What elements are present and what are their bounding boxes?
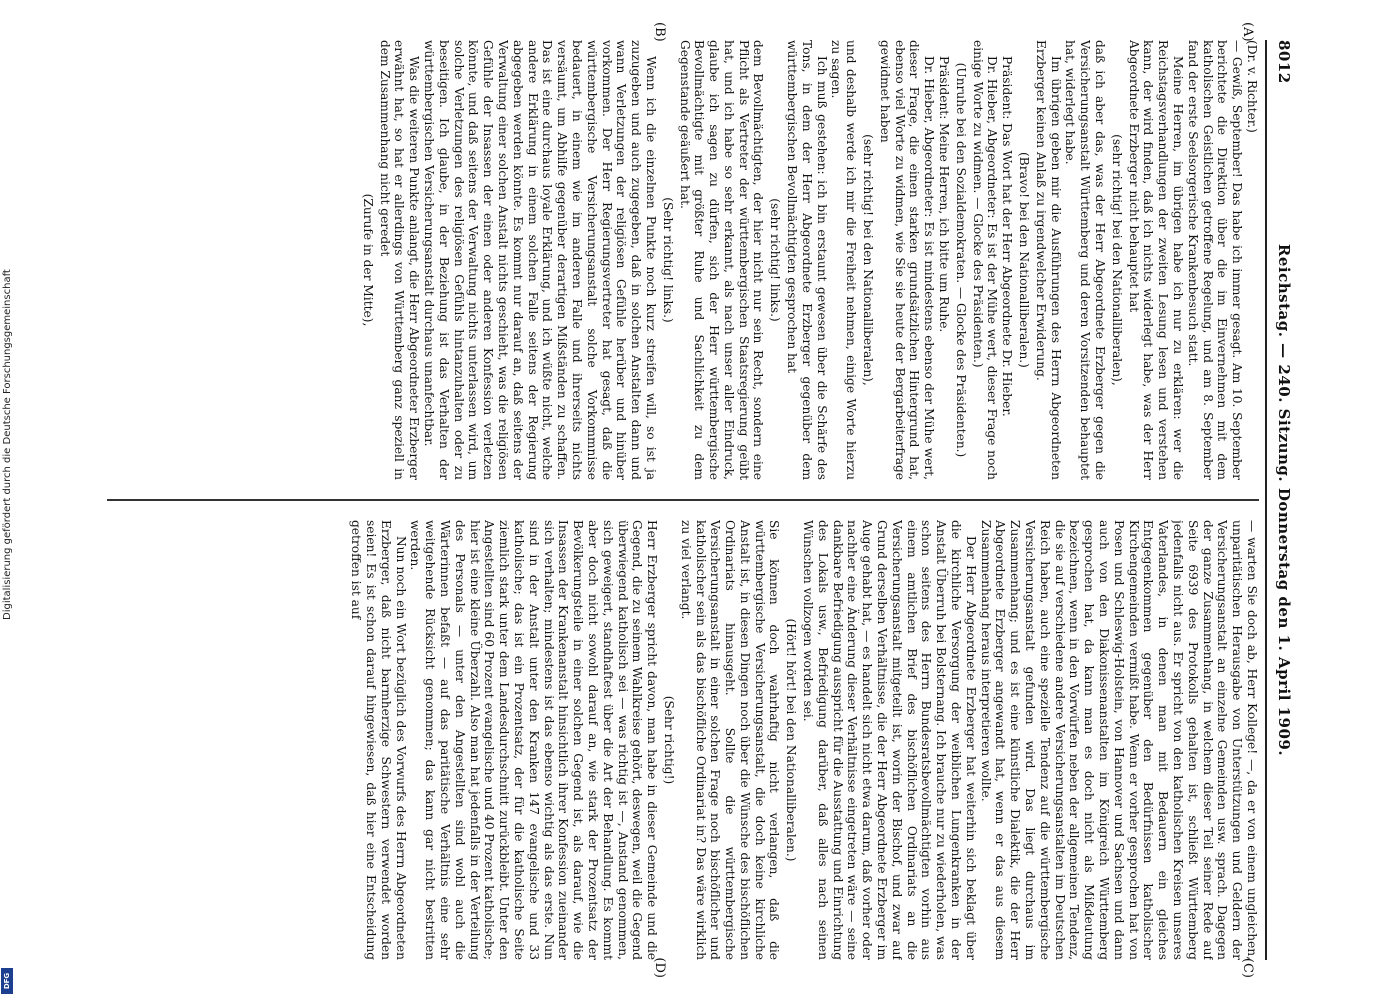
digitization-credit: Digitalisierung gefördert durch die Deutsche Forschungsgemeinschaft <box>2 269 13 620</box>
paragraph: (Bravo! bei den Nationalliberalen.) <box>1016 152 1031 368</box>
paragraph: daß ich aber das, was der Herr Abgeordnete Erzberger gegen die Versicherungsanstalt Württemberg und deren Vorsitzenden behauptet hat, widerlegt habe. <box>1062 40 1107 480</box>
paragraph: Präsident: Meine Herren, ich bitte um Ruhe. <box>936 56 951 333</box>
paragraph: Dr. Hieber, Abgeordneter: Es ist mindestens ebenso der Mühe wert, dieser Frage, die einen starken grundsätzlichen Hintergrund hat, ebenso viel Worte zu widmen, wie Sie sie heute der Bergarbeiterfrage gewidmet haben <box>877 40 936 480</box>
column-divider <box>107 499 1259 501</box>
paragraph: (Dr. v. Richter.) <box>1244 40 1259 133</box>
dfg-logo-text: DFG <box>3 972 11 990</box>
paragraph: (Zurufe in der Mitte), <box>360 193 375 327</box>
paragraph: Herr Erzberger spricht davon, man habe in dieser Gemeinde und die Gegend, die zu seinem Wahlkreise gehört, deswegen, weil die Gegend überwiegend katholisch sei — was richtig ist —, Anstand genommen, sich geweigert, standhaftest über die Art der Behandlung. Es kommt aber doch nicht sowohl darauf an, wie stark der Prozentsatz der Bevölkerungsteile in einer solchen Gegend ist, als darauf, wie die Insassen der Krankenanstalt hinsichtlich ihrer Konfession zueinander sich verhalten; mindestens ist das ebenso wichtig als das erste. Nun sind in der Anstalt unter den Kranken 147 evangelische und 33 katholische; das ist ein Prozentsatz, der für die katholische Seite ziemlich stark unter dem Landesdurchschnitt zurückbleibt. Unter den Angestellten sind 60 Prozent evangelische und 40 Prozent katholische; hier ist eine kleine Überzahl. Also man hat jedenfalls in der Verteilung des Personals — unter den Angestellten sind wohl auch die Wärterinnen befaßt — auf das paritätische Verhältnis eine sehr weitgehende Rücksicht genommen; das kann gar nicht bestritten werden. <box>407 520 659 960</box>
paragraph: Präsident: Das Wort hat der Herr Abgeordnete Dr. Hieber. <box>999 56 1014 417</box>
page-header <box>1271 40 1293 960</box>
margin-mark-a: (A) <box>1239 22 1255 42</box>
paragraph: (Unruhe bei den Sozialdemokraten. — Glocke des Präsidenten.) <box>953 62 968 458</box>
paragraph: und deshalb werde ich mir die Freiheit nehmen, einige Worte hierzu zu sagen. <box>828 40 858 480</box>
paragraph: (Sehr richtig!) <box>661 695 676 785</box>
paragraph: Sie können doch wahrhaftig nicht verlangen, daß die württembergische Versicherungsanstalt, die doch keine kirchliche Anstalt ist, in diesen Dingen noch über die Wünsche des bischöflichen Ordinariats hinausgeht. Sollte die württembergische Versicherungsanstalt in einer solchen Frage noch bischöflicher und katholischer sein als das bischöfliche Ordinariat in? Das wäre wirklich zu viel verlangt. <box>678 520 781 960</box>
paragraph: Im übrigen geben mir die Ausführungen des Herrn Abgeordneten Erzberger keinen Anlaß zu irgendwelcher Erwiderung. <box>1033 40 1063 480</box>
paragraph: — warten Sie doch ab, Herr Kollege! —, da er von einem ungleichen, unparitätischen Herausgabe von Unterstützungen und Geldern der Versicherungsanstalt an einzelne Gemeinden usw. sprach. Dagegen der ganze Zusammenhang, in welchem dieser Teil seiner Rede auf Seite 6939 des Protokolls gehalten ist, schließt Württemberg jedenfalls nicht aus. Er spricht von den katholischen Kreisen unseres Vaterlandes, in denen man mit Bedauern ein gleiches Entgegenkommen gegenüber den Bedürfnissen katholischer Kirchengemeinden vermißt habe. Wenn er vorher gesprochen hat von Posen und Schleswig-Holstein, von Hannover und Sachsen und dann auch von den Diakonissenanstalten im Königreich Württemberg gesprochen hat, da kann man es doch nicht als Mißdeutung bezeichnen, wenn in den Vorwürfen neben der allgemeinen Tendenz, die sie auf verschiedene andere Versicherungsanstalten im Deutschen Reich haben, auch eine spezielle Tendenz auf die württembergische Versicherungsanstalt gefunden wird. Das liegt durchaus im Zusammenhang; und es ist eine künstliche Dialektik, die der Herr Abgeordnete Erzberger angewandt hat, wenn er das aus diesem Zusammenhang heraus interpretieren wollte. <box>978 520 1259 960</box>
paragraph: Dr. Hieber, Abgeordneter: Es ist der Mühe wert, dieser Frage noch einige Worte zu widmen. — Glocke des Präsidenten.) <box>970 40 999 480</box>
paragraph: (sehr richtig! links.) <box>767 198 782 322</box>
right-column <box>107 520 1259 960</box>
paragraph: (Sehr richtig! links.) <box>660 197 675 323</box>
paragraph: Nun noch ein Wort bezüglich des Vorwurfs des Herrn Abgeordneten Erzberger, daß nicht barmherzige Schwestern verwendet worden seien! Es ist schon darauf hingewiesen, daß hier eine Entscheidung getroffen ist auf <box>348 520 408 960</box>
header-rule <box>1265 40 1267 960</box>
paragraph: Wenn ich die einzelnen Punkte noch kurz streifen will, so ist ja zuzugeben und auch zugegeben, daß in solchen Anstalten dann und wann Verletzungen der religiösen Gefühle herüber und hinüber vorkommen. Der Herr Regierungsvertreter hat gesagt, daß die württembergische Versicherungsanstalt solche Vorkommnisse bedauert, in einem wie im anderen Falle und ihrerseits nichts versäumt, um Abhilfe gegenüber derartigen Mißständen zu schaffen. Das ist eine durchaus loyale Erklärung, und ich wüßte nicht, welche andere Erklärung in einem solchen Falle seitens der Regierung abgegeben werden könnte. Es kommt nur darauf an, daß seitens der Verwaltung einer solchen Anstalt nichts geschieht, was die religiösen Gefühle der Insassen der einen oder anderen Konfession verletzen könnte, und daß seitens der Verwaltung nichts unterlassen wird, um solche Verletzungen des religiösen Gefühls hintanzuhalten oder zu beseitigen. Ich glaube, in der Beziehung ist das Verhalten der württembergischen Versicherungsanstalt durchaus unanfechtbar. <box>421 40 658 480</box>
paragraph: Der Herr Abgeordnete Erzberger hat weiterhin sich beklagt über die kirchliche Versorgung der weiblichen Lungenkranken in der Anstalt Überruh bei Bolsternang. Ich brauche nur zu wiederholen, was schon seitens des Herrn Bundesratsbevollmächtigten vorhin aus einem amtlichen Brief des bischöflichen Ordinariats an die Versicherungsanstalt mitgeteilt ist, worin der Bischof, und zwar auf Grund derselben Verhältnisse, die der Herr Abgeordnete Erzberger im Auge gehabt hat, — es handelt sich nicht etwa darum, daß vorher oder nachher eine Änderung dieser Verhältnisse eingetreten wäre — seine dankbare Befriedigung ausspricht für die Ausstattung und Einrichtung des Lokals usw., Befriedigung darüber, daß alles nach seinen Wünschen vollzogen worden sei. <box>800 520 978 960</box>
page-title: Reichstag. — 240. Sitzung. Donnerstag den 1. April 1909. <box>1274 243 1293 757</box>
paragraph: Meine Herren, im übrigen habe ich nur zu erklären: wer die Reichstagsverhandlungen der zweiten Lesung lesen und verstehen kann, der wird finden, daß ich nichts widerlegt habe, was der Herr Abgeordnete Erzberger nicht behauptet hat <box>1126 40 1185 480</box>
paragraph: (sehr richtig! bei den Nationalliberalen), <box>860 134 875 386</box>
margin-mark-d: (D) <box>651 957 667 978</box>
document-page <box>77 20 1307 980</box>
paragraph: (Hört! hört! bei den Nationalliberalen.) <box>783 618 798 862</box>
paragraph: Ich muß gestehen: ich bin erstaunt gewesen über die Schärfe des Tons, in dem der Herr Abgeordnete Erzberger gegenüber dem württembergischen Bevollmächtigten gesprochen hat <box>784 40 829 480</box>
dfg-logo <box>1 968 13 994</box>
paragraph: (sehr richtig! bei den Nationalliberalen), <box>1109 134 1124 386</box>
left-column <box>107 40 1259 480</box>
paragraph: dem Bevollmächtigten, der hier nicht nur sein Recht, sondern eine Pflicht als Vertreter der württembergischen Staatsregierung geübt hat, und ich habe so sehr erkannt, als nach unser aller Eindruck, glaube ich sagen zu dürfen, sich der Herr württembergische Bevollmächtigte mit größter Ruhe und Sachlichkeit zu dem Gegenstande geäußert hat. <box>677 40 765 480</box>
paragraph: — Gewiß, September! Das habe ich immer gesagt. Am 10. September berichtete die Direktion über die im Einvernehmen mit dem katholischen Geistlichen getroffene Regelung, und am 8. September fand der erste Seelsorgerische Krankenbesuch statt. <box>1185 40 1244 480</box>
page-number: 8012 <box>1274 40 1293 84</box>
margin-mark-c: (C) <box>1239 957 1255 978</box>
paragraph: Was die weiteren Punkte anlangt, die Herr Abgeordneter Erzberger erwähnt hat, so hat er allerdings von Württemberg ganz speziell in dem Zusammenhang nicht geredet <box>377 40 421 480</box>
margin-mark-b: (B) <box>651 22 667 42</box>
